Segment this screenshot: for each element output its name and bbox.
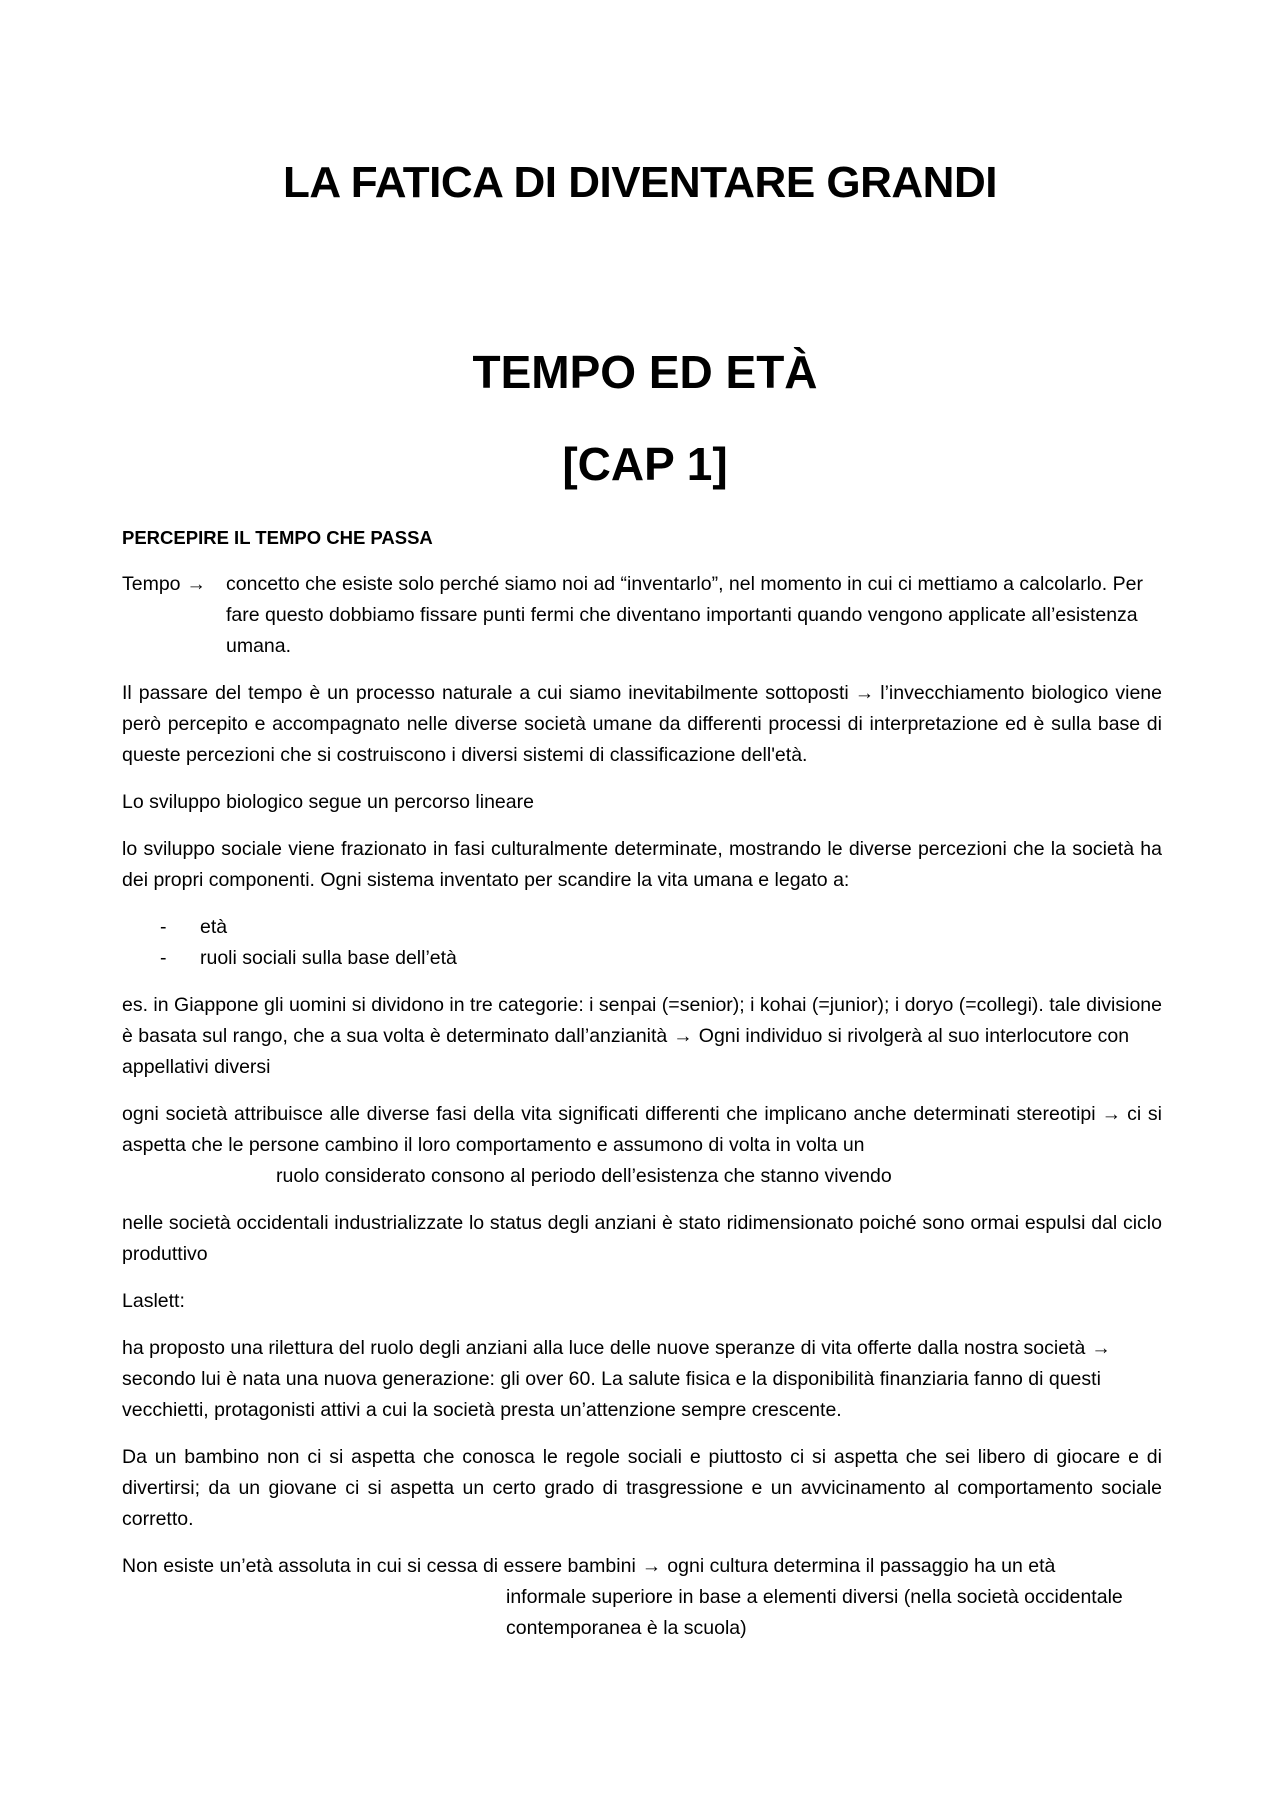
arrow-right-icon: →: [1091, 1337, 1111, 1359]
arrow-right-icon: →: [1101, 1103, 1122, 1125]
bullet-dash: -: [160, 916, 167, 938]
arrow-right-icon: →: [673, 1025, 693, 1047]
list-item: - età: [122, 912, 1162, 943]
paragraph: lo sviluppo sociale viene frazionato in fasi culturalmente determinate, mostrando le diverse percezioni che la società ha dei propri componenti. Ogni sistema inventato per scandire la vita umana e legato a:: [122, 838, 1162, 891]
paragraph: ogni società attribuisce alle diverse fasi della vita significati differenti che implicano anche determinati stereotipi → ci si aspetta che le persone cambino il loro comportamento e assumono di volta in volta un ruolo considerato consono al periodo dell’esistenza che stanno vivendo: [122, 1099, 1162, 1192]
list-item: - ruoli sociali sulla base dell’età: [122, 943, 1162, 974]
bullet-dash: -: [160, 947, 167, 969]
paragraph: Non esiste un’età assoluta in cui si cessa di essere bambini → ogni cultura determina il passaggio ha un età informale superiore in base a elementi diversi (nella società occidentale contemporanea è la scuola): [122, 1551, 1162, 1644]
chapter-title: TEMPO ED ETÀ: [472, 346, 818, 398]
paragraph: Lo sviluppo biologico segue un percorso lineare: [122, 791, 534, 813]
paragraph: Laslett:: [122, 1290, 185, 1312]
paragraph-lead: Tempo: [122, 573, 181, 595]
paragraph: ha proposto una rilettura del ruolo degli anziani alla luce delle nuove speranze di vita offerte dalla nostra società →secondo lui è nata una nuova generazione: gli over 60. La salute fisica e la disponibilità finanziaria fanno di questi vecchietti, protagonisti attivi a cui la società presta un’attenzione sempre crescente.: [122, 1333, 1162, 1426]
paragraph: Da un bambino non ci si aspetta che conosca le regole sociali e piuttosto ci si aspetta che sei libero di giocare e di divertirsi; da un giovane ci si aspetta un certo grado di trasgressione e un avvicinamento al comportamento sociale corretto.: [122, 1446, 1162, 1530]
paragraph-text: concetto che esiste solo perché siamo noi ad “inventarlo”, nel momento in cui ci mettiamo a calcolarlo. Per fare questo dobbiamo fissare punti fermi che diventano importanti quando vengono applicate all’esistenza umana.: [226, 573, 1143, 657]
bullet-list: [122, 912, 1162, 974]
paragraph: Il passare del tempo è un processo naturale a cui siamo inevitabilmente sottoposti → l’invecchiamento biologico viene però percepito e accompagnato nelle diverse società umane da differenti processi di interpretazione ed è sulla base di queste percezioni che si costruiscono i diversi sistemi di classificazione dell'età.: [122, 678, 1162, 771]
arrow-right-icon: →: [641, 1555, 662, 1577]
arrow-right-icon: →: [186, 573, 207, 595]
document-body: [122, 522, 1162, 1660]
paragraph: nelle società occidentali industrializzate lo status degli anziani è stato ridimensionato poiché sono ormai espulsi dal ciclo produttivo: [122, 1212, 1162, 1265]
paragraph: es. in Giappone gli uomini si dividono in tre categorie: i senpai (=senior); i kohai (=junior); i doryo (=collegi). tale divisione è basata sul rango, che a sua volta è determinato dall’anzianità → Ogni individuo si rivolgerà al suo interlocutore con appellativi diversi: [122, 994, 1162, 1078]
paragraph-tempo: [122, 569, 1162, 662]
chapter-number: [CAP 1]: [562, 438, 728, 490]
document-title: LA FATICA DI DIVENTARE GRANDI: [283, 158, 997, 207]
section-heading: PERCEPIRE IL TEMPO CHE PASSA: [122, 527, 433, 548]
arrow-right-icon: →: [854, 682, 875, 704]
